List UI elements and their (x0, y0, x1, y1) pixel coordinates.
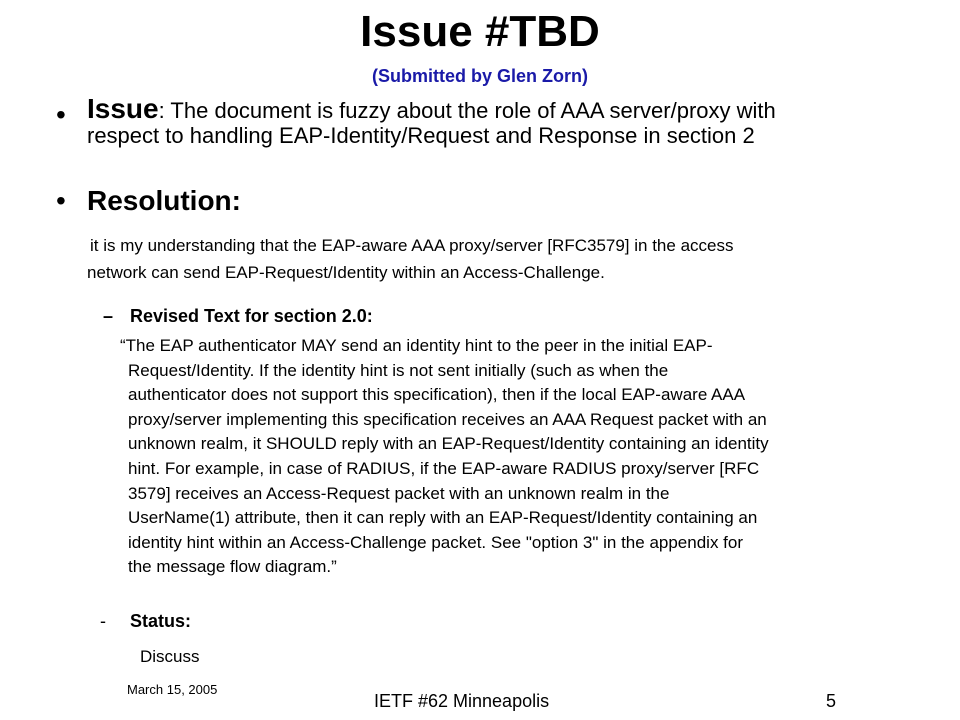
footer-event: IETF #62 Minneapolis (374, 691, 550, 711)
issue-paragraph (87, 93, 937, 148)
resolution-bullet: • (56, 185, 66, 216)
status-heading: Status: (130, 611, 192, 631)
resolution-heading: Resolution: (87, 185, 241, 216)
slide-subtitle: (Submitted by Glen Zorn) (372, 66, 588, 86)
revised-line: identity hint within an Access-Challenge packet. See "option 3" in the appendix for (128, 532, 744, 552)
slide-title: Issue #TBD (360, 7, 600, 56)
status-dash: - (100, 611, 106, 631)
issue-text-line2: respect to handling EAP-Identity/Request and Response in section 2 (87, 123, 755, 148)
resolution-line2: network can send EAP-Request/Identity within an Access-Challenge. (87, 263, 605, 282)
status-value: Discuss (140, 647, 200, 666)
revised-dash: – (103, 306, 114, 326)
resolution-line1: it is my understanding that the EAP-aware AAA proxy/server [RFC3579] in the access (90, 236, 734, 255)
issue-heading: Issue (87, 93, 159, 124)
revised-line: Request/Identity. If the identity hint is not sent initially (such as when the (128, 360, 669, 380)
revised-line: hint. For example, in case of RADIUS, if the EAP-aware RADIUS proxy/server [RFC (128, 458, 760, 478)
revised-line: authenticator does not support this specification), then if the local EAP-aware AAA (128, 385, 746, 405)
revised-line: unknown realm, it SHOULD reply with an EAP-Request/Identity containing an identity (128, 434, 769, 454)
revised-line: UserName(1) attribute, then it can reply with an EAP-Request/Identity containing an (128, 508, 758, 528)
resolution-body (87, 232, 733, 286)
issue-text-line1: : The document is fuzzy about the role of AAA server/proxy with (158, 98, 776, 123)
revised-heading: Revised Text for section 2.0: (130, 306, 373, 326)
revised-line: 3579] receives an Access-Request packet with an unknown realm in the (128, 483, 670, 503)
page-number: 5 (826, 691, 837, 711)
revised-line: proxy/server implementing this specification receives an AAA Request packet with an (128, 409, 767, 429)
revised-line: “The EAP authenticator MAY send an identity hint to the peer in the initial EAP- (120, 336, 713, 355)
issue-bullet: • (56, 99, 66, 130)
revised-line: the message flow diagram.” (128, 557, 337, 577)
revised-quote (120, 334, 769, 580)
footer-date: March 15, 2005 (127, 682, 218, 697)
